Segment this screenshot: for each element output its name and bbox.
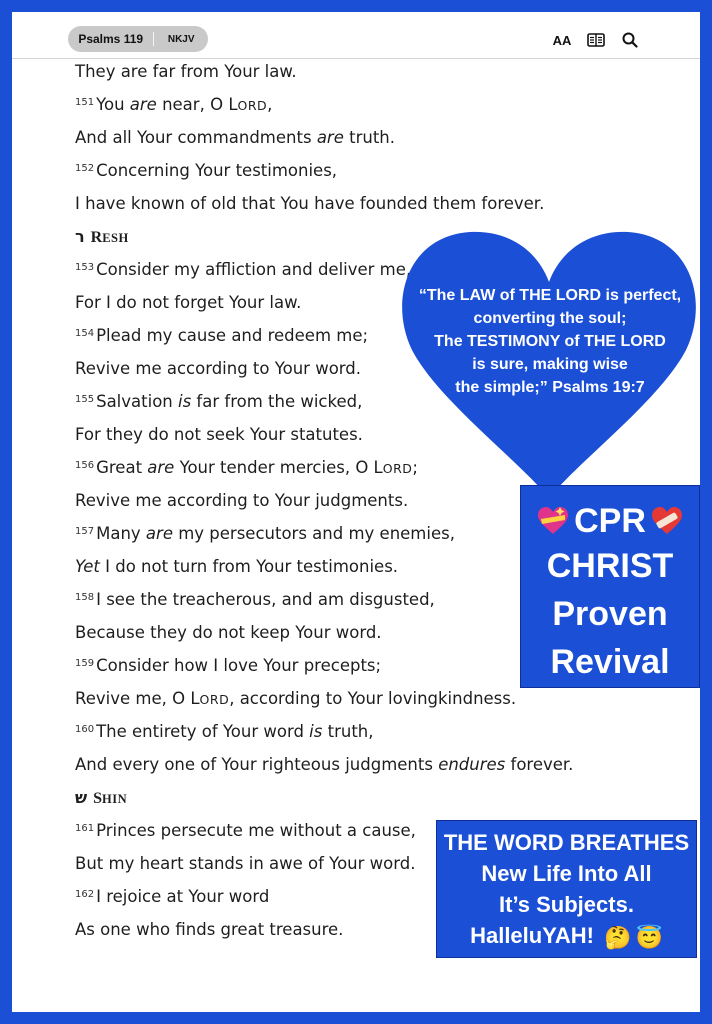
verse-text-segment: Concerning Your testimonies,: [96, 161, 338, 180]
verse-text-segment: L: [373, 458, 383, 477]
verse-text-segment: Princes persecute me without a cause,: [96, 821, 416, 840]
cpr-line: Revival: [550, 643, 670, 681]
verse-text-segment: I rejoice at Your word: [96, 887, 270, 906]
verse-text-segment: endures: [438, 755, 506, 774]
verse-text-segment: You: [96, 95, 130, 114]
verse-number[interactable]: 156: [75, 460, 95, 471]
verse-number[interactable]: 154: [75, 328, 95, 339]
verse-text-segment: Your tender mercies, O: [174, 458, 374, 477]
scripture-text: [75, 55, 595, 946]
font-size-label: AA: [552, 32, 572, 48]
verse-text-segment: Because they do not keep Your word.: [75, 623, 382, 642]
verse-number[interactable]: 157: [75, 526, 95, 537]
verse-text-segment: R: [90, 229, 103, 246]
verse-text-segment: Revive me, O: [75, 689, 191, 708]
verse-text-segment: , according to Your lovingkindness.: [229, 689, 517, 708]
quote-line: The TESTIMONY of THE LORD: [434, 333, 666, 350]
verse-number[interactable]: 152: [75, 163, 95, 174]
verse-text-segment: HIN: [102, 792, 128, 806]
verse-text-segment: L: [228, 95, 238, 114]
verse-text-segment: And every one of Your righteous judgments: [75, 755, 439, 774]
quote-line: is sure, making wise: [472, 356, 628, 373]
section-heading: [75, 781, 595, 814]
verse-text-segment: Many: [96, 524, 146, 543]
verse-line: [75, 583, 595, 616]
verse-text-segment: For they do not seek Your statutes.: [75, 425, 363, 444]
verse-text-segment: Yet: [75, 557, 100, 576]
hebrew-letter: ש: [75, 788, 88, 807]
verse-text-segment: truth,: [322, 722, 374, 741]
verse-text-segment: ESH: [102, 231, 129, 245]
cpr-title-row: [521, 500, 699, 542]
verse-text-segment: are: [145, 524, 173, 543]
word-breathes-box: [436, 820, 697, 958]
verse-text-segment: But my heart stands in awe of Your word.: [75, 854, 416, 873]
book-icon[interactable]: [586, 32, 606, 48]
verse-line: [75, 517, 595, 550]
word-line: It’s Subjects.: [499, 892, 634, 917]
sparkling-heart-icon: [536, 506, 570, 536]
text-line: [75, 187, 595, 220]
verse-text-segment: And all Your commandments: [75, 128, 317, 147]
verse-text-segment: Consider my affliction and deliver me,: [96, 260, 412, 279]
verse-text-segment: ORD: [382, 461, 413, 476]
verse-number[interactable]: 160: [75, 724, 95, 735]
verse-text-segment: my persecutors and my enemies,: [172, 524, 455, 543]
verse-number[interactable]: 158: [75, 592, 95, 603]
cpr-title: CPR: [574, 502, 646, 540]
verse-text-segment: Consider how I love Your precepts;: [96, 656, 382, 675]
verse-text-segment: ,: [267, 95, 273, 114]
verse-number[interactable]: 153: [75, 262, 95, 273]
verse-text-segment: The entirety of Your word: [96, 722, 310, 741]
top-toolbar: [12, 12, 700, 59]
verse-text-segment: I see the treacherous, and am disgusted,: [96, 590, 435, 609]
mending-heart-icon: [650, 506, 684, 536]
verse-number[interactable]: 151: [75, 97, 95, 108]
text-line: [75, 616, 595, 649]
text-line: [75, 55, 595, 88]
verse-number[interactable]: 159: [75, 658, 95, 669]
verse-text-segment: L: [190, 689, 200, 708]
verse-text-segment: truth.: [343, 128, 395, 147]
word-line: New Life Into All: [481, 861, 652, 886]
verse-number[interactable]: 155: [75, 394, 95, 405]
verse-text-segment: Revive me according to Your word.: [75, 359, 362, 378]
verse-text-segment: far from the wicked,: [191, 392, 363, 411]
verse-text-segment: is: [178, 392, 192, 411]
heart-quote: [400, 284, 700, 399]
verse-text-segment: Plead my cause and redeem me;: [96, 326, 369, 345]
hebrew-letter: ר: [75, 227, 85, 246]
passage-selector[interactable]: [68, 26, 208, 52]
smiling-halo-icon: 😇: [635, 924, 663, 950]
cpr-line: Proven: [552, 595, 668, 633]
thinking-face-icon: 🤔: [604, 924, 632, 950]
verse-text-segment: Revive me according to Your judgments.: [75, 491, 409, 510]
verse-text-segment: near, O: [156, 95, 229, 114]
verse-text-segment: I have known of old that You have founded them forever.: [75, 194, 545, 213]
verse-text-segment: As one who finds great treasure.: [75, 920, 344, 939]
text-line: [75, 550, 595, 583]
verse-number[interactable]: 161: [75, 823, 95, 834]
verse-text-segment: forever.: [505, 755, 574, 774]
cpr-line: CHRIST: [546, 547, 674, 585]
verse-line: [75, 649, 595, 682]
font-size-icon[interactable]: [552, 32, 572, 48]
search-icon[interactable]: [620, 32, 640, 48]
verse-text-segment: Salvation: [96, 392, 178, 411]
cpr-box: [520, 485, 700, 688]
text-line: [75, 682, 595, 715]
word-line: HalleluYAH!: [470, 923, 594, 948]
verse-text-segment: They are far from Your law.: [75, 62, 297, 81]
text-line: [75, 121, 595, 154]
verse-text-segment: I do not turn from Your testimonies.: [99, 557, 399, 576]
quote-line: “The LAW of THE LORD is perfect,: [418, 287, 682, 304]
quote-line: converting the soul;: [473, 310, 627, 327]
verse-text-segment: is: [309, 722, 323, 741]
verse-text-segment: For I do not forget Your law.: [75, 293, 302, 312]
verse-text-segment: are: [316, 128, 344, 147]
verse-line: [75, 715, 595, 748]
verse-text-segment: are: [147, 458, 175, 477]
word-line: THE WORD BREATHES: [443, 830, 690, 855]
verse-text-segment: ORD: [199, 692, 230, 707]
verse-text-segment: are: [129, 95, 157, 114]
book-chapter-button[interactable]: Psalms 119: [68, 32, 154, 46]
verse-text-segment: Great: [96, 458, 148, 477]
word-line-final: [437, 920, 696, 953]
verse-line: [75, 154, 595, 187]
verse-text-segment: ;: [412, 458, 418, 477]
verse-text-segment: S: [93, 790, 103, 807]
verse-number[interactable]: 162: [75, 889, 95, 900]
quote-line: the simple;” Psalms 19:7: [455, 379, 645, 396]
verse-text-segment: ORD: [237, 98, 268, 113]
version-button[interactable]: NKJV: [167, 33, 195, 45]
reader-page: [12, 12, 700, 1012]
verse-line: [75, 88, 595, 121]
text-line: [75, 748, 595, 781]
